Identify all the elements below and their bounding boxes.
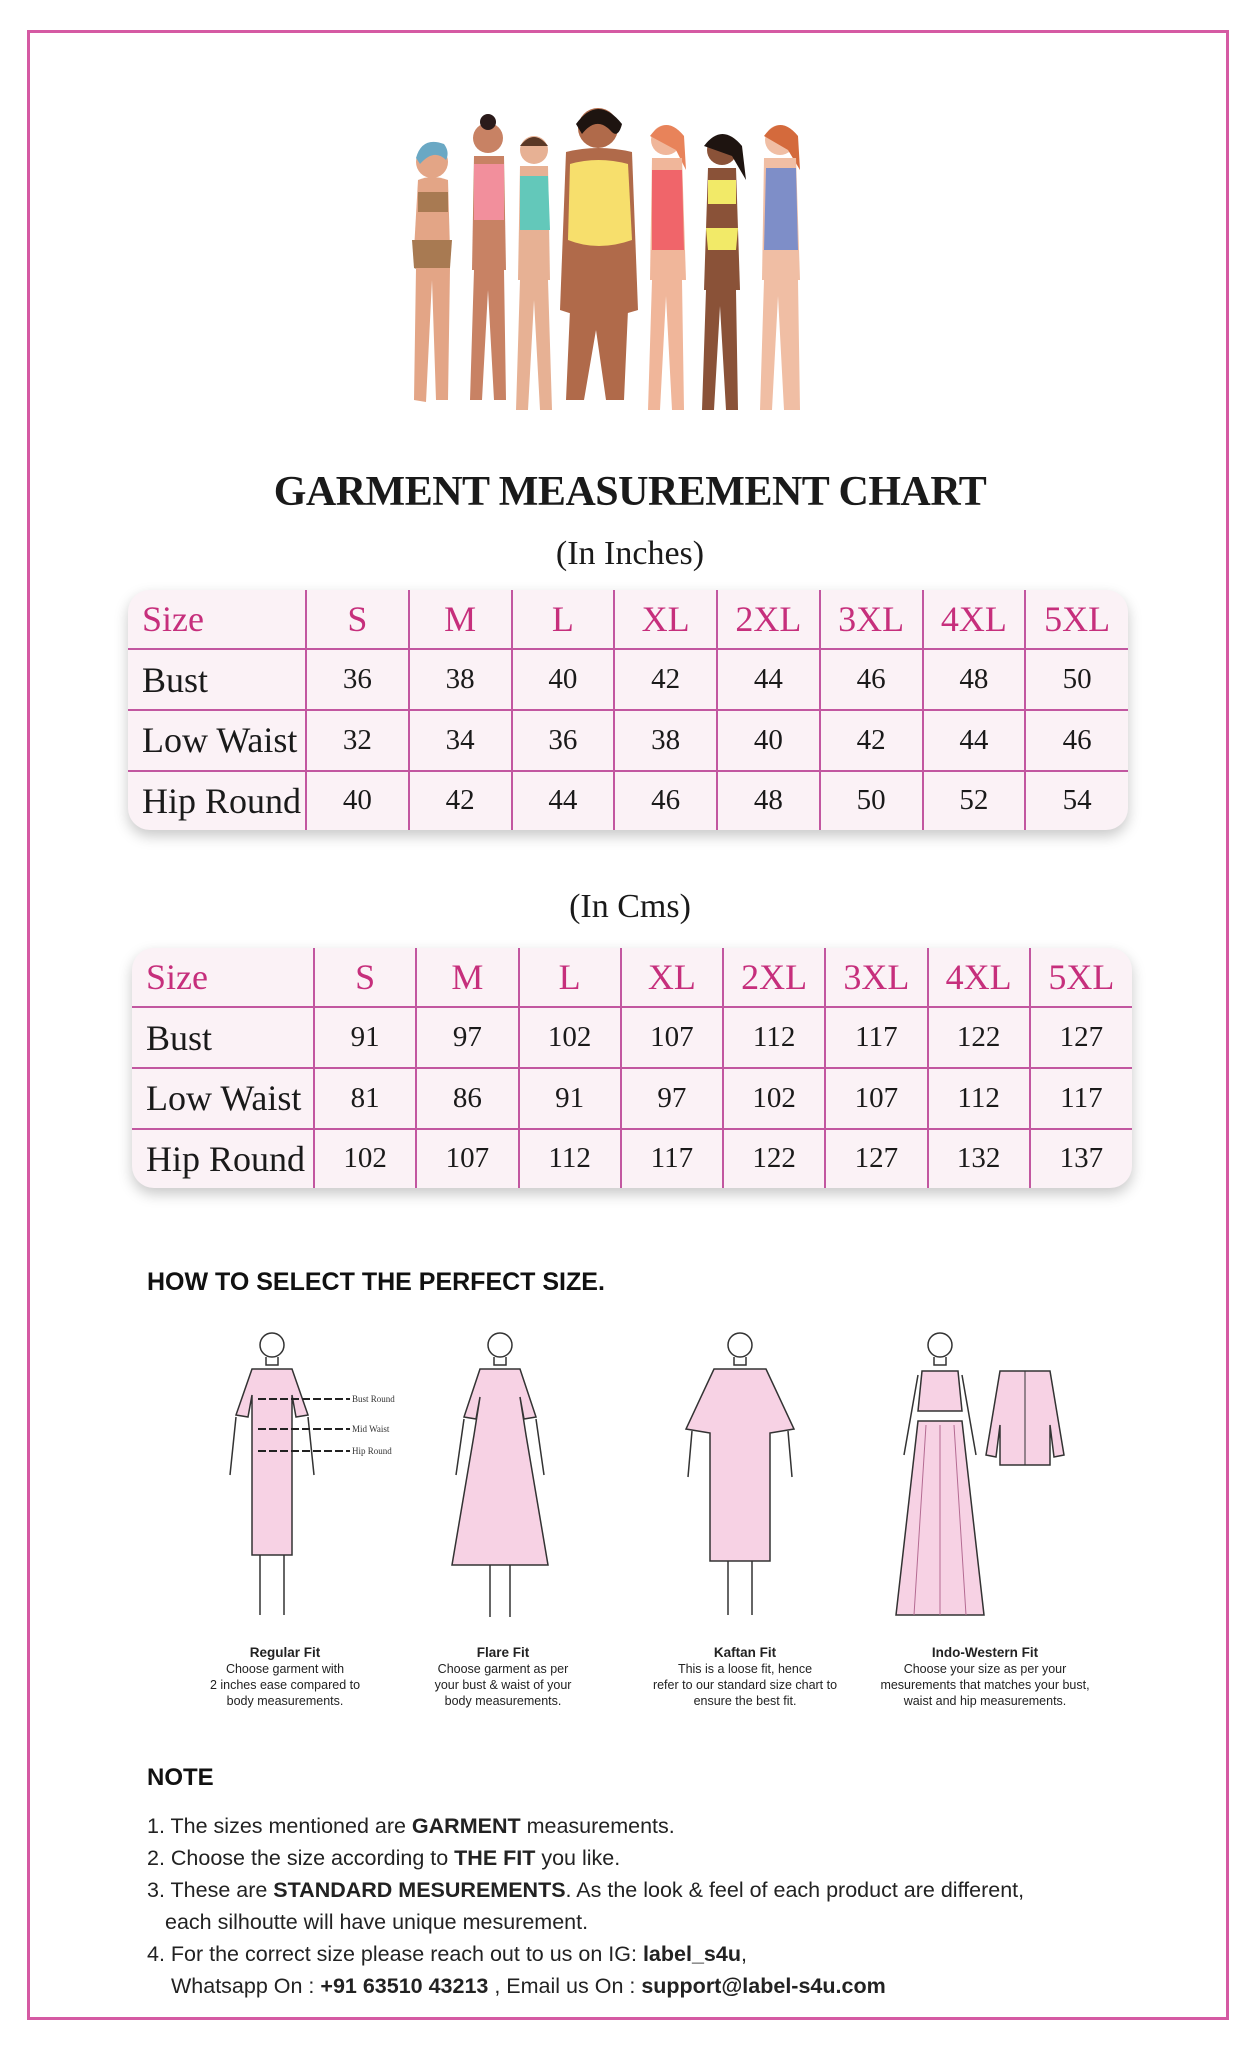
size-xl: XL [621,948,723,1007]
hip-round-label: Hip Round [352,1446,392,1456]
table-row [132,1068,1132,1129]
table-cell: 44 [717,649,820,710]
woman-figure-5 [648,125,686,410]
table-row [128,710,1128,771]
mid-waist-label: Mid Waist [352,1424,390,1434]
howto-heading: HOW TO SELECT THE PERFECT SIZE. [147,1268,605,1296]
table-cell: 50 [820,771,923,830]
table-row [132,1007,1132,1068]
chart-title: GARMENT MEASUREMENT CHART [273,469,987,515]
table-cell: 46 [1025,710,1128,771]
instagram-handle: label_s4u [642,1942,741,1966]
table-cell: 91 [314,1007,416,1068]
fit-desc-line: Choose your size as per your [903,1662,1067,1676]
note-heading: NOTE [147,1764,214,1791]
table-header-row [128,590,1128,649]
inches-size-table [128,590,1128,830]
row-label: Hip Round [132,1129,314,1188]
table-header-row [132,948,1132,1007]
table-row [132,1129,1132,1188]
table-cell: 52 [923,771,1026,830]
whatsapp-number: +91 63510 43213 [320,1974,489,1998]
note-bold: STANDARD MESUREMENTS [273,1878,566,1902]
table-cell: 38 [614,710,717,771]
size-header: Size [128,590,306,649]
table-cell: 54 [1062,784,1092,817]
row-label: Bust [128,649,306,710]
note-bold: GARMENT [411,1814,521,1838]
table-cell: 36 [512,710,615,771]
table-cell: 127 [1030,1007,1132,1068]
size-l: L [519,948,621,1007]
woman-figure-2 [470,114,506,400]
woman-figure-1 [412,142,452,402]
table-cell: 112 [723,1007,825,1068]
fit-desc-line: refer to our standard size chart to [652,1678,838,1692]
inches-unit-label: (In Inches) [555,535,705,572]
size-5xl: 5XL [1030,948,1132,1007]
note-text: measurements. [520,1814,675,1838]
table-cell: 44 [512,771,615,830]
table-cell: 42 [409,771,512,830]
table-cell: 42 [614,649,717,710]
table-cell: 42 [820,710,923,771]
woman-figure-4 [560,108,638,400]
table-cell: 102 [519,1007,621,1068]
size-5xl: 5XL [1025,590,1128,649]
table-cell: 97 [416,1007,518,1068]
woman-figure-6 [702,134,746,410]
note-item-3-cont: each silhoutte will have unique mesurement. [165,1910,589,1934]
table-cell: 122 [723,1129,825,1188]
table-cell: 32 [306,710,409,771]
fit-title: Kaftan Fit [713,1645,777,1660]
table-cell: 50 [1025,649,1128,710]
table-cell: 132 [928,1129,1030,1188]
size-s: S [306,590,409,649]
table-cell: 40 [306,771,409,830]
row-label: Low Waist [132,1068,314,1129]
size-l: L [512,590,615,649]
row-label: Bust [132,1007,314,1068]
size-xl: XL [614,590,717,649]
cms-unit-label: (In Cms) [569,888,691,925]
table-cell: 38 [409,649,512,710]
note-bold: THE FIT [454,1846,536,1870]
note-item-4 [147,1938,1024,1970]
note-text: . As the look & feel of each product are different, [565,1878,1025,1902]
note-item-2 [147,1842,1024,1874]
table-cell: 117 [621,1129,723,1188]
table-cell: 44 [923,710,1026,771]
note-text: , Email us On : [488,1974,642,1998]
fit-desc-line: waist and hip measurements. [903,1694,1067,1708]
fit-desc-line: This is a loose fit, hence [677,1662,813,1676]
table-cell: 81 [314,1068,416,1129]
row-label: Hip Round [128,771,306,830]
fit-title: Indo-Western Fit [931,1645,1039,1660]
note-item-3 [147,1874,1024,1906]
fit-desc-line: body measurements. [226,1694,344,1708]
woman-figure-3 [516,136,552,410]
women-illustration [370,100,910,440]
table-cell: 107 [825,1068,927,1129]
table-cell: 107 [416,1129,518,1188]
size-header: Size [132,948,314,1007]
table-cell: 107 [621,1007,723,1068]
table-cell: 48 [923,649,1026,710]
fit-desc-line: 2 inches ease compared to [209,1678,361,1692]
flare-fit-dress-icon [390,1325,620,1625]
woman-figure-7 [760,125,800,410]
flare-fit-caption [378,1645,628,1709]
table-row [128,771,1128,830]
size-2xl: 2XL [717,590,820,649]
kaftan-fit-caption [620,1645,870,1709]
fit-desc-line: body measurements. [444,1694,562,1708]
fit-desc-line: ensure the best fit. [693,1694,797,1708]
table-cell: 40 [512,649,615,710]
table-cell: 117 [825,1007,927,1068]
row-label: Low Waist [128,710,306,771]
table-cell: 122 [928,1007,1030,1068]
cms-size-table [132,948,1132,1188]
table-cell: 137 [1059,1142,1104,1175]
size-4xl: 4XL [923,590,1026,649]
notes-list [147,1810,1024,2002]
table-cell: 86 [416,1068,518,1129]
fit-desc-line: mesurements that matches your bust, [880,1678,1090,1692]
size-2xl: 2XL [723,948,825,1007]
fit-title: Flare Fit [476,1645,530,1660]
table-cell: 46 [820,649,923,710]
size-m: M [409,590,512,649]
table-cell: 102 [314,1129,416,1188]
kaftan-fit-dress-icon [630,1325,860,1625]
table-cell: 46 [614,771,717,830]
note-text: you like. [535,1846,621,1870]
indo-western-fit-caption [860,1645,1110,1709]
table-cell: 112 [928,1068,1030,1129]
note-text: Whatsapp On : [171,1974,321,1998]
table-cell: 127 [825,1129,927,1188]
size-3xl: 3XL [825,948,927,1007]
table-row [128,649,1128,710]
size-3xl: 3XL [820,590,923,649]
table-cell: 112 [519,1129,621,1188]
note-text: , [740,1942,747,1966]
fit-desc-line: Choose garment with [225,1662,345,1676]
table-cell: 40 [717,710,820,771]
note-text: 3. These are [147,1878,274,1902]
note-text: 1. The sizes mentioned are [147,1814,412,1838]
size-m: M [416,948,518,1007]
note-text: 4. For the correct size please reach out to us on IG: [147,1942,643,1966]
note-item-4-cont [147,1970,1024,2002]
table-cell: 102 [723,1068,825,1129]
table-cell: 48 [717,771,820,830]
indo-western-outfit-icon [850,1325,1080,1625]
support-email: support@label-s4u.com [641,1974,886,1998]
fit-desc-line: Choose garment as per [437,1662,569,1676]
bust-round-label: Bust Round [352,1394,395,1404]
regular-fit-caption [160,1645,410,1709]
size-s: S [314,948,416,1007]
table-cell: 117 [1030,1068,1132,1129]
note-item-1 [147,1810,1024,1842]
fit-desc-line: your bust & waist of your [434,1678,572,1692]
fit-title: Regular Fit [249,1645,321,1660]
table-cell: 97 [621,1068,723,1129]
table-cell: 91 [519,1068,621,1129]
note-text: 2. Choose the size according to [147,1846,455,1870]
size-4xl: 4XL [928,948,1030,1007]
table-cell: 34 [409,710,512,771]
table-cell: 36 [306,649,409,710]
